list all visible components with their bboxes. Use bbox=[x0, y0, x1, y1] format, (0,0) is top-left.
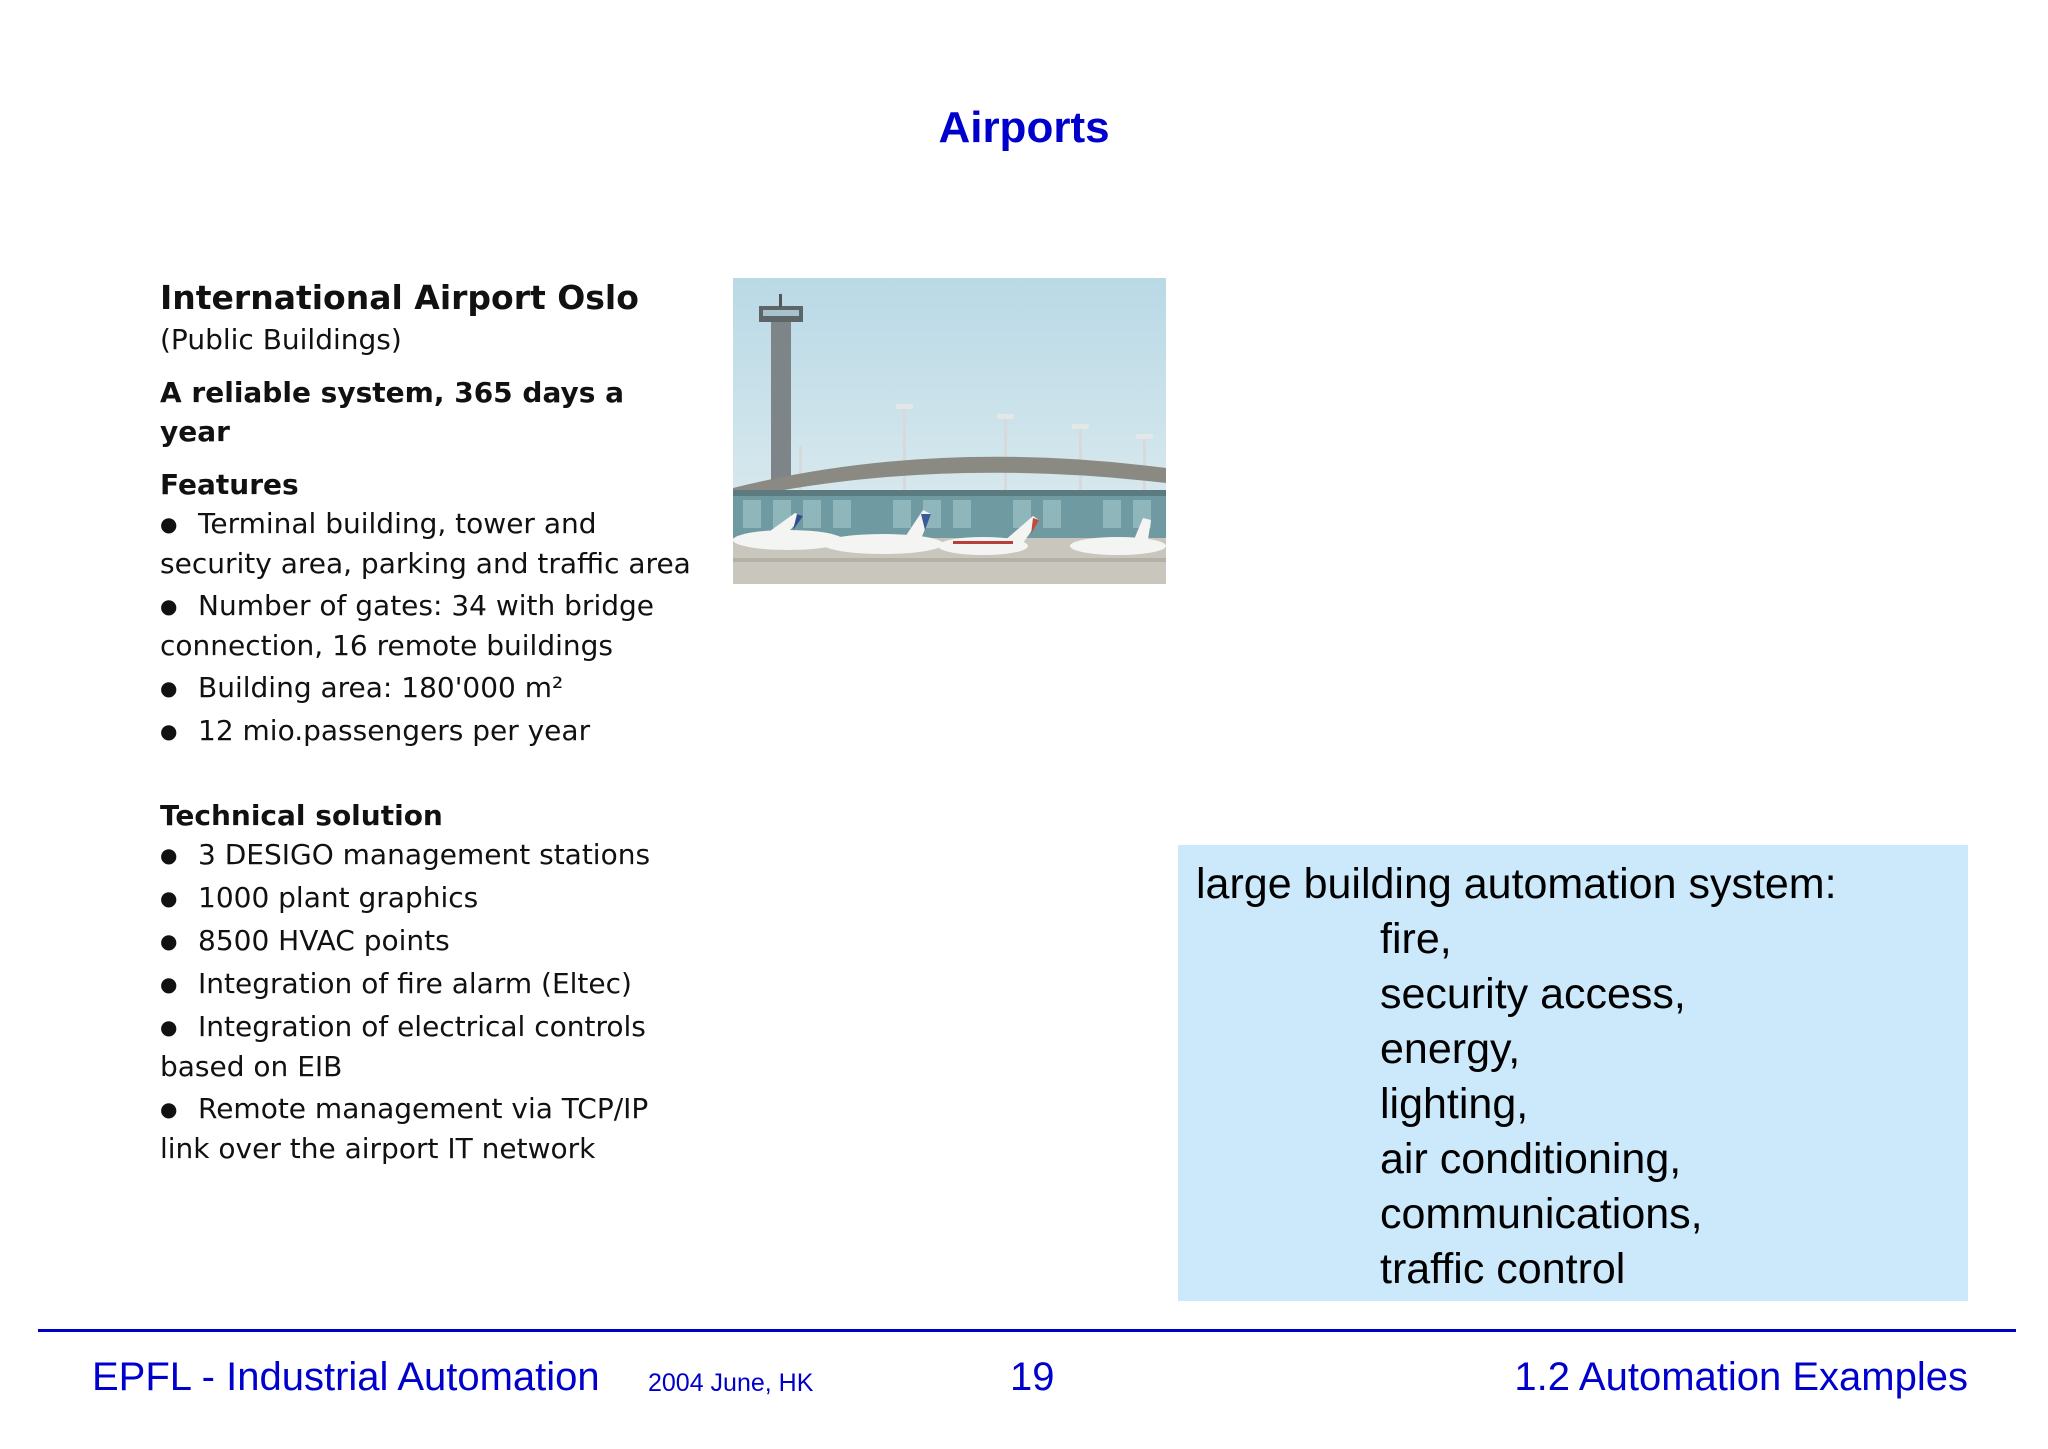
bullet-icon: ● bbox=[160, 512, 178, 536]
bullet-icon: ● bbox=[160, 929, 178, 953]
footer-course: EPFL - Industrial Automation bbox=[92, 1355, 600, 1399]
technical-list bbox=[160, 835, 700, 1168]
callout-item: lighting, bbox=[1380, 1080, 1529, 1128]
callout-list bbox=[1196, 912, 1968, 1297]
feature-item: ● Terminal building, tower and security area, parking and traffic area bbox=[160, 507, 691, 580]
callout-item: fire, bbox=[1380, 915, 1452, 963]
callout-item: energy, bbox=[1380, 1025, 1521, 1073]
bullet-icon: ● bbox=[160, 719, 178, 743]
automation-callout bbox=[1178, 845, 1968, 1301]
info-heading: International Airport Oslo bbox=[160, 278, 639, 317]
technical-heading: Technical solution bbox=[160, 799, 443, 832]
bullet-icon: ● bbox=[160, 676, 178, 700]
footer-section: 1.2 Automation Examples bbox=[1514, 1355, 1968, 1399]
bullet-icon: ● bbox=[160, 594, 178, 618]
feature-item: ● 12 mio.passengers per year bbox=[160, 711, 700, 751]
callout-item: communications, bbox=[1380, 1190, 1703, 1238]
callout-title: large building automation system: bbox=[1196, 860, 1837, 908]
technical-item: ● Integration of fire alarm (Eltec) bbox=[160, 964, 700, 1004]
bullet-icon: ● bbox=[160, 1097, 178, 1121]
technical-item: ● Remote management via TCP/IP link over the airport IT network bbox=[160, 1092, 649, 1165]
callout-item: security access, bbox=[1380, 970, 1686, 1018]
callout-item: traffic control bbox=[1380, 1245, 1626, 1293]
footer-divider bbox=[38, 1329, 2016, 1332]
technical-item: ● Integration of electrical controls based on EIB bbox=[160, 1010, 646, 1083]
info-subtitle: (Public Buildings) bbox=[160, 323, 402, 356]
technical-item: ● 8500 HVAC points bbox=[160, 921, 700, 961]
callout-item: air conditioning, bbox=[1380, 1135, 1682, 1183]
technical-item: ● 3 DESIGO management stations bbox=[160, 835, 700, 875]
info-tagline: A reliable system, 365 days a year bbox=[160, 376, 625, 448]
bullet-icon: ● bbox=[160, 972, 178, 996]
slide-title: Airports bbox=[938, 103, 1110, 152]
section-spacer bbox=[160, 754, 700, 796]
feature-item: ● Building area: 180'000 m² bbox=[160, 668, 700, 708]
bullet-icon: ● bbox=[160, 843, 178, 867]
feature-item: ● Number of gates: 34 with bridge connection, 16 remote buildings bbox=[160, 589, 654, 662]
features-heading: Features bbox=[160, 468, 299, 501]
footer-date: 2004 June, HK bbox=[648, 1369, 814, 1397]
bullet-icon: ● bbox=[160, 886, 178, 910]
page-number: 19 bbox=[1010, 1355, 1055, 1399]
bullet-icon: ● bbox=[160, 1015, 178, 1039]
features-list bbox=[160, 504, 700, 751]
airport-photo bbox=[733, 278, 1166, 584]
technical-item: ● 1000 plant graphics bbox=[160, 878, 700, 918]
airport-info-panel bbox=[160, 276, 700, 1171]
